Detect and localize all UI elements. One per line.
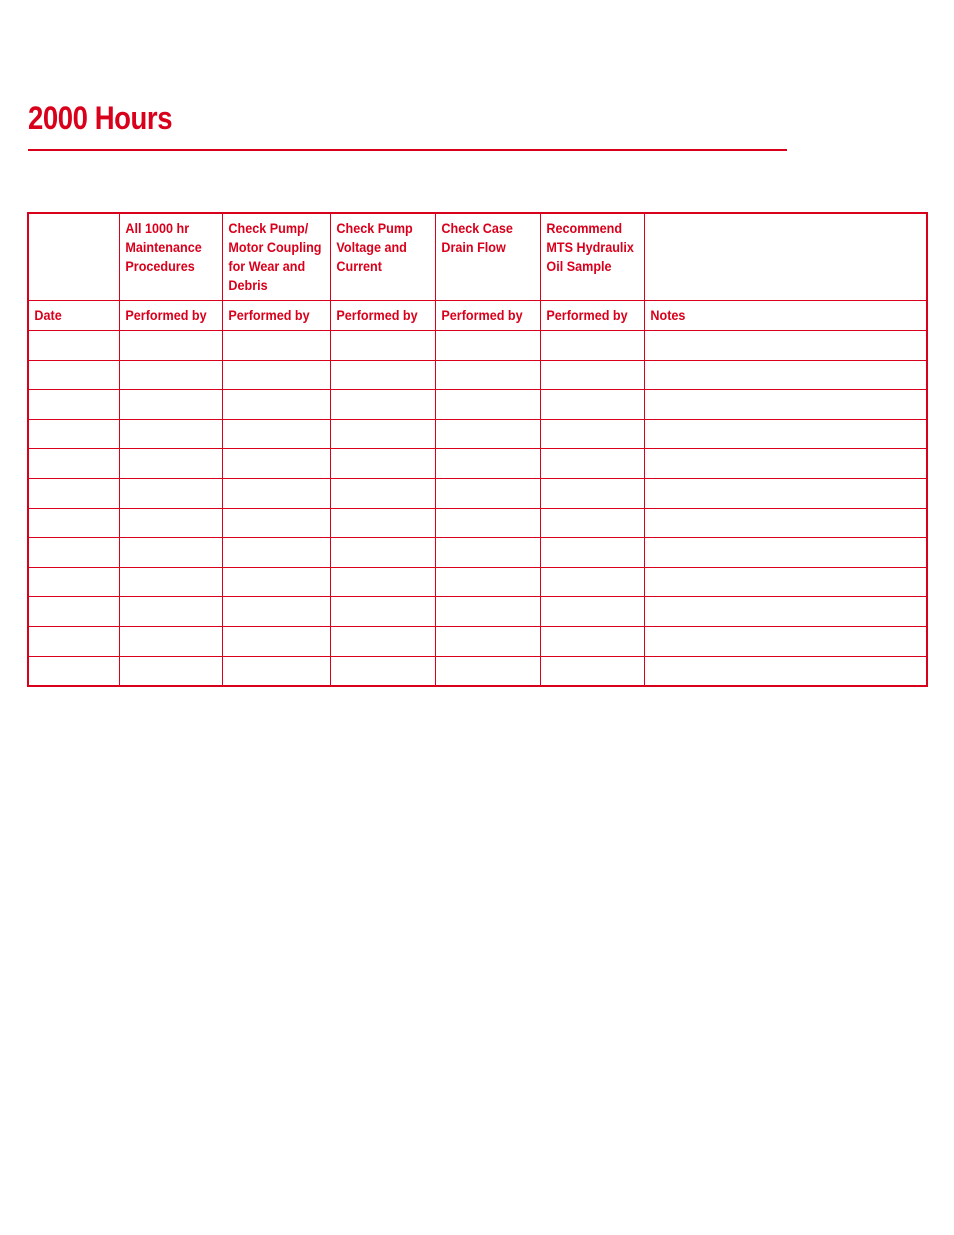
log-entry-cell <box>540 390 644 420</box>
log-entry-cell <box>540 478 644 508</box>
log-entry-cell <box>330 419 435 449</box>
log-entry-cell <box>644 390 927 420</box>
title-divider <box>28 149 787 151</box>
log-entry-cell <box>222 478 330 508</box>
log-entry-cell <box>28 390 119 420</box>
log-entry-cell <box>330 567 435 597</box>
log-entry-cell <box>540 360 644 390</box>
maintenance-log-table <box>27 212 928 687</box>
log-entry-cell <box>540 419 644 449</box>
log-entry-cell <box>644 508 927 538</box>
log-entry-cell <box>222 508 330 538</box>
log-entry-cell <box>644 449 927 479</box>
log-entry-cell <box>28 478 119 508</box>
log-entry-cell <box>540 449 644 479</box>
log-entry-cell <box>28 626 119 656</box>
log-entry-cell <box>119 597 222 627</box>
log-entry-cell <box>28 597 119 627</box>
log-entry-cell <box>222 449 330 479</box>
log-entry-cell <box>330 390 435 420</box>
log-entry-cell <box>28 360 119 390</box>
log-entry-cell <box>330 597 435 627</box>
log-entry-cell <box>222 626 330 656</box>
log-entry-cell <box>540 656 644 686</box>
log-entry-cell <box>540 567 644 597</box>
log-entry-row <box>28 419 927 449</box>
log-entry-row <box>28 331 927 361</box>
log-entry-row <box>28 390 927 420</box>
log-entry-cell <box>540 626 644 656</box>
log-entry-cell <box>222 538 330 568</box>
log-entry-cell <box>435 478 540 508</box>
log-entry-row <box>28 360 927 390</box>
log-entry-cell <box>540 538 644 568</box>
log-entry-cell <box>222 597 330 627</box>
log-entry-cell <box>28 449 119 479</box>
log-entry-cell <box>28 331 119 361</box>
log-entry-cell <box>644 478 927 508</box>
log-entry-cell <box>435 538 540 568</box>
log-entry-cell <box>644 597 927 627</box>
log-entry-cell <box>119 538 222 568</box>
log-entry-cell <box>119 419 222 449</box>
log-entry-cell <box>644 331 927 361</box>
log-entry-cell <box>330 478 435 508</box>
log-entry-cell <box>540 508 644 538</box>
log-entry-cell <box>435 390 540 420</box>
log-entry-cell <box>644 538 927 568</box>
column-label-date: Date <box>28 301 119 331</box>
log-entry-cell <box>644 656 927 686</box>
task-header-row <box>28 213 927 301</box>
log-entry-cell <box>330 449 435 479</box>
task-header-cell: Check Pump Voltage and Current <box>330 213 435 301</box>
log-entry-cell <box>119 449 222 479</box>
page-title: 2000 Hours <box>28 100 173 136</box>
log-entry-cell <box>540 331 644 361</box>
column-label-notes: Notes <box>644 301 927 331</box>
task-header-cell: Check Case Drain Flow <box>435 213 540 301</box>
log-entry-cell <box>330 508 435 538</box>
log-entry-row <box>28 538 927 568</box>
column-label-row <box>28 301 927 331</box>
log-entry-cell <box>119 390 222 420</box>
log-entry-cell <box>644 360 927 390</box>
column-label-performed-by: Performed by <box>222 301 330 331</box>
log-entry-cell <box>435 567 540 597</box>
log-entry-cell <box>222 360 330 390</box>
log-entry-cell <box>119 478 222 508</box>
log-entry-cell <box>222 656 330 686</box>
log-entry-cell <box>435 656 540 686</box>
log-entry-cell <box>222 419 330 449</box>
column-label-performed-by: Performed by <box>435 301 540 331</box>
log-entry-cell <box>222 331 330 361</box>
entry-rows <box>28 331 927 687</box>
log-entry-cell <box>435 597 540 627</box>
log-entry-cell <box>28 419 119 449</box>
log-entry-cell <box>222 567 330 597</box>
log-entry-cell <box>28 538 119 568</box>
log-entry-cell <box>435 449 540 479</box>
column-label-performed-by: Performed by <box>119 301 222 331</box>
task-header-cell: Recommend MTS Hydraulix Oil Sample <box>540 213 644 301</box>
log-entry-row <box>28 656 927 686</box>
log-entry-row <box>28 597 927 627</box>
log-entry-cell <box>330 331 435 361</box>
log-entry-cell <box>644 419 927 449</box>
log-entry-cell <box>28 656 119 686</box>
log-entry-cell <box>644 567 927 597</box>
log-entry-cell <box>28 567 119 597</box>
log-entry-cell <box>119 360 222 390</box>
task-header-cell-notes <box>644 213 927 301</box>
log-entry-cell <box>28 508 119 538</box>
log-entry-cell <box>330 656 435 686</box>
log-entry-cell <box>330 626 435 656</box>
log-entry-cell <box>119 508 222 538</box>
log-entry-cell <box>330 360 435 390</box>
task-header-cell: Check Pump/ Motor Coupling for Wear and Debris <box>222 213 330 301</box>
task-header-cell-date <box>28 213 119 301</box>
log-entry-row <box>28 567 927 597</box>
column-label-performed-by: Performed by <box>540 301 644 331</box>
log-entry-cell <box>119 656 222 686</box>
log-entry-cell <box>435 360 540 390</box>
log-entry-row <box>28 449 927 479</box>
log-entry-row <box>28 508 927 538</box>
log-entry-cell <box>435 508 540 538</box>
log-entry-row <box>28 478 927 508</box>
log-entry-cell <box>435 419 540 449</box>
log-entry-row <box>28 626 927 656</box>
log-entry-cell <box>119 331 222 361</box>
log-entry-cell <box>222 390 330 420</box>
log-entry-cell <box>119 567 222 597</box>
log-entry-cell <box>644 626 927 656</box>
task-header-cell: All 1000 hr Maintenance Procedures <box>119 213 222 301</box>
log-entry-cell <box>119 626 222 656</box>
log-entry-cell <box>435 331 540 361</box>
log-entry-cell <box>330 538 435 568</box>
column-label-performed-by: Performed by <box>330 301 435 331</box>
log-entry-cell <box>435 626 540 656</box>
log-entry-cell <box>540 597 644 627</box>
